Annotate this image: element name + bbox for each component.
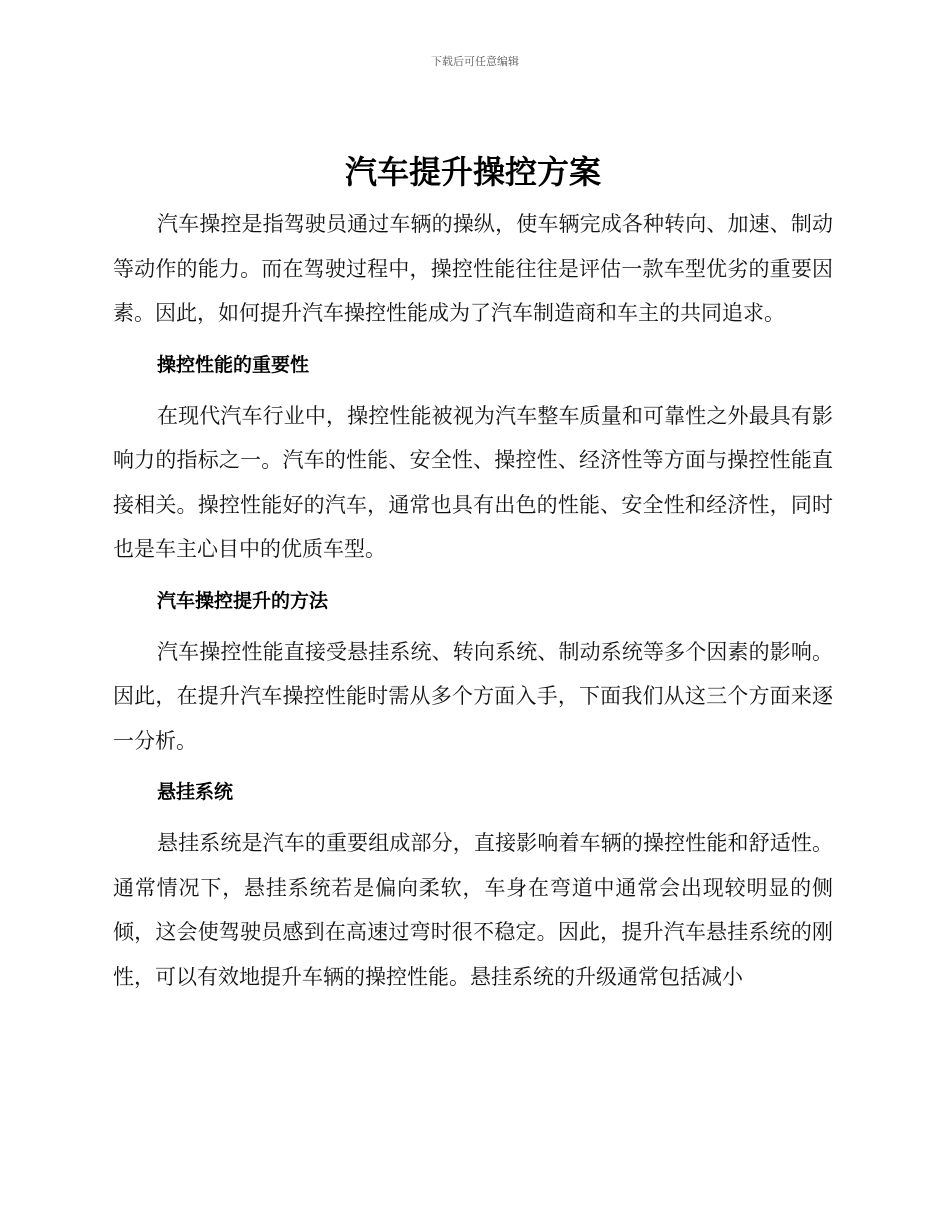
document-title: 汽车提升操控方案 <box>344 153 601 191</box>
section-heading-methods: 汽车操控提升的方法 <box>157 589 329 612</box>
section-body-methods: 汽车操控性能直接受悬挂系统、转向系统、制动系统等多个因素的影响。因此，在提升汽车操控性能时需从多个方面入手，下面我们从这三个方面来逐一分析。 <box>113 639 833 753</box>
section-heading-importance: 操控性能的重要性 <box>157 353 310 376</box>
section-body-importance: 在现代汽车行业中，操控性能被视为汽车整车质量和可靠性之外最具有影响力的指标之一。汽车的性能、安全性、操控性、经济性等方面与操控性能直接相关。操控性能好的汽车，通常也具有出色的性能、安全性和经济性，同时也是车主心目中的优质车型。 <box>113 403 833 561</box>
page-header: 下载后可任意编辑 <box>431 55 519 68</box>
section-body-suspension: 悬挂系统是汽车的重要组成部分，直接影响着车辆的操控性能和舒适性。通常情况下，悬挂系统若是偏向柔软，车身在弯道中通常会出现较明显的侧倾，这会使驾驶员感到在高速过弯时很不稳定。因此，提升汽车悬挂系统的刚性，可以有效地提升车辆的操控性能。悬挂系统的升级通常包括减小 <box>113 831 833 989</box>
section-heading-suspension: 悬挂系统 <box>157 781 234 803</box>
document-body <box>113 152 833 999</box>
intro-paragraph: 汽车操控是指驾驶员通过车辆的操纵，使车辆完成各种转向、加速、制动等动作的能力。而在驾驶过程中，操控性能往往是评估一款车型优劣的重要因素。因此，如何提升汽车操控性能成为了汽车制造商和车主的共同追求。 <box>113 212 833 325</box>
